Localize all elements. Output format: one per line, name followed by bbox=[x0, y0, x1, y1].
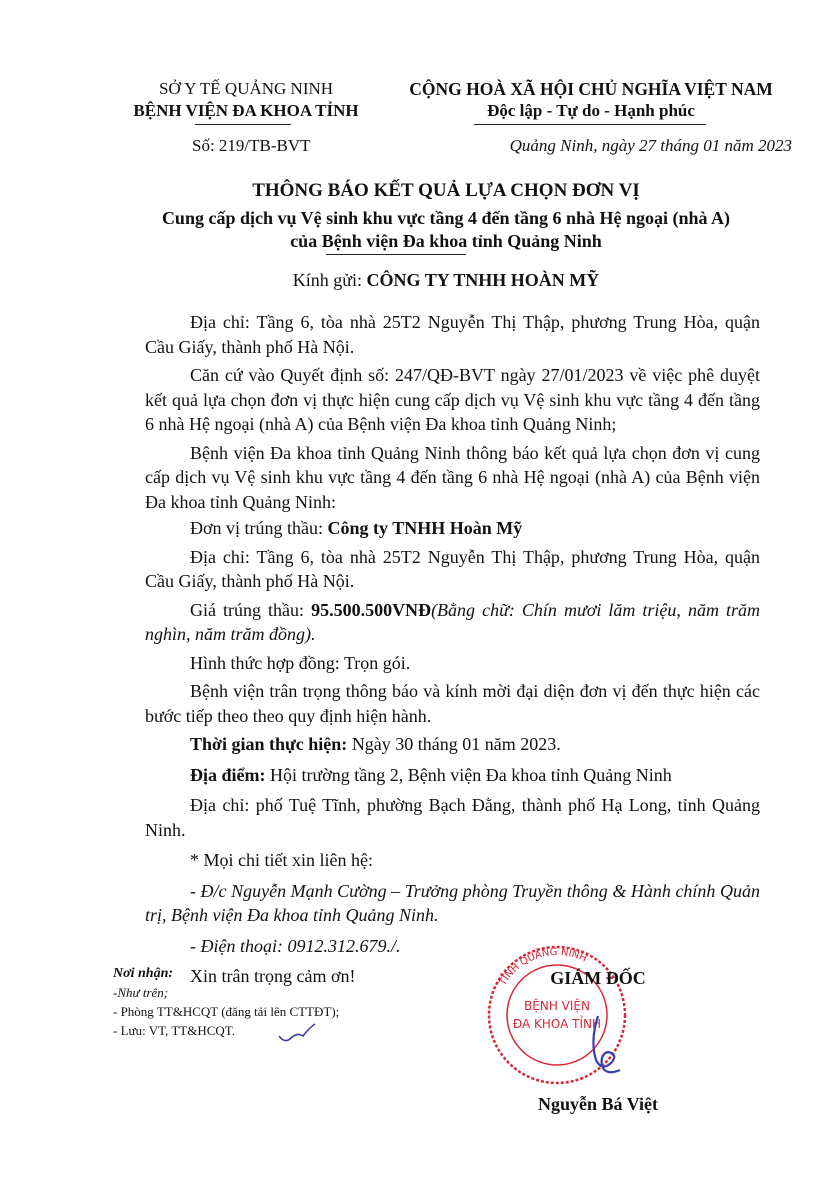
recipient-item: - Phòng TT&HCQT (đăng tải lên CTTĐT); bbox=[113, 1004, 340, 1019]
recipients-block bbox=[113, 964, 433, 1040]
national-header bbox=[390, 78, 792, 122]
time-line bbox=[145, 732, 760, 757]
price-words: (Bằng chữ: Chín mươi lăm triệu, năm trăm nghìn, năm trăm đồng). bbox=[145, 599, 760, 644]
initials-mark bbox=[277, 1022, 317, 1047]
winner-line bbox=[145, 516, 760, 541]
winner-address: Địa chỉ: Tầng 6, tòa nhà 25T2 Nguyễn Thị Thập, phương Trung Hòa, quận Cầu Giấy, thành phố Hà Nội. bbox=[145, 546, 760, 591]
stamp-line-1: BỆNH VIỆN bbox=[524, 999, 590, 1013]
salutation bbox=[100, 270, 792, 291]
issuer-block bbox=[100, 78, 392, 122]
price-line bbox=[145, 598, 760, 647]
handwritten-signature bbox=[560, 1010, 640, 1080]
place-value: Hội trường tầng 2, Bệnh viện Đa khoa tỉnh Quảng Ninh bbox=[270, 764, 672, 785]
national-motto: Độc lập - Tự do - Hạnh phúc bbox=[487, 101, 695, 120]
contact-phone: - Điện thoại: 0912.312.679./. bbox=[190, 935, 401, 956]
invitation: Bệnh viện trân trọng thông báo và kính mời đại diện đơn vị đến thực hiện các bước tiếp theo theo quy định hiện hành. bbox=[145, 681, 760, 726]
place-label: Địa điểm: bbox=[190, 764, 270, 785]
addressee-address: Địa chỉ: Tầng 6, tòa nhà 25T2 Nguyễn Thị Thập, phương Trung Hòa, quận Cầu Giấy, thành phố Hà Nội. bbox=[145, 312, 760, 357]
time-value: Ngày 30 tháng 01 năm 2023. bbox=[351, 734, 561, 754]
issuer-department: SỞ Y TẾ QUẢNG NINH bbox=[158, 79, 334, 98]
signer-name: Nguyễn Bá Việt bbox=[537, 1094, 658, 1114]
country-name: CỘNG HOÀ XÃ HỘI CHỦ NGHĨA VIỆT NAM bbox=[409, 79, 773, 99]
contract-type: Hình thức hợp đồng: Trọn gói. bbox=[190, 652, 411, 673]
contact-person: - Đ/c Nguyễn Mạnh Cường – Trưởng phòng Truyền thông & Hành chính Quản trị, Bệnh viện Đa khoa tỉnh Quảng Ninh. bbox=[145, 880, 760, 925]
document-title: THÔNG BÁO KẾT QUẢ LỰA CHỌN ĐƠN VỊ bbox=[252, 180, 640, 201]
recipients-heading: Nơi nhận: bbox=[113, 966, 174, 981]
signer-title: GIÁM ĐỐC bbox=[550, 968, 646, 988]
price-label: Giá trúng thầu: bbox=[190, 599, 312, 620]
issuer-hospital: BỆNH VIỆN ĐA KHOA TỈNH bbox=[133, 101, 359, 120]
document-number: Số: 219/TB-BVT bbox=[192, 136, 311, 155]
salutation-prefix: Kính gửi: bbox=[292, 270, 367, 290]
issuer-underline bbox=[195, 124, 291, 125]
subtitle-underline bbox=[326, 254, 466, 255]
issue-date: Quảng Ninh, ngày 27 tháng 01 năm 2023 bbox=[509, 136, 792, 155]
motto-underline bbox=[474, 124, 706, 125]
addressee-company: CÔNG TY TNHH HOÀN MỸ bbox=[366, 270, 600, 290]
contact-heading: * Mọi chi tiết xin liên hệ: bbox=[190, 850, 373, 870]
stamp-ring-text: TỈNH QUẢNG NINH bbox=[497, 946, 589, 988]
venue-address: Địa chỉ: phố Tuệ Tĩnh, phường Bạch Đằng, thành phố Hạ Long, tỉnh Quảng Ninh. bbox=[145, 795, 760, 840]
price-value: 95.500.500VNĐ bbox=[311, 599, 432, 620]
stamp-line-2: ĐA KHOA TỈNH bbox=[512, 1017, 602, 1031]
document-subtitle: Cung cấp dịch vụ Vệ sinh khu vực tầng 4 đến tầng 6 nhà Hệ ngoại (nhà A) của Bệnh viện Đa khoa tỉnh Quảng Ninh bbox=[161, 208, 731, 251]
document-body bbox=[145, 310, 760, 993]
closing-thanks: Xin trân trọng cảm ơn! bbox=[190, 966, 356, 986]
recipient-item: - Lưu: VT, TT&HCQT. bbox=[113, 1023, 235, 1038]
place-line bbox=[145, 763, 760, 788]
recipient-item: -Như trên; bbox=[113, 985, 169, 1000]
winner-label: Đơn vị trúng thầu: bbox=[190, 518, 328, 538]
time-label: Thời gian thực hiện: bbox=[190, 734, 352, 754]
winner-name: Công ty TNHH Hoàn Mỹ bbox=[327, 518, 523, 538]
announcement: Bệnh viện Đa khoa tỉnh Quảng Ninh thông báo kết quả lựa chọn đơn vị cung cấp dịch vụ Vệ sinh khu vực tầng 4 đến tầng 6 nhà Hệ ngoại (nhà A) của Bệnh viện Đa khoa tỉnh Quảng Ninh: bbox=[145, 442, 760, 512]
legal-basis: Căn cứ vào Quyết định số: 247/QĐ-BVT ngày 27/01/2023 về việc phê duyệt kết quả lựa chọn đơn vị thực hiện cung cấp dịch vụ Vệ sinh khu vực tầng 4 đến tầng 6 nhà Hệ ngoại (nhà A) của Bệnh viện Đa khoa tỉnh Quảng Ninh; bbox=[145, 365, 760, 434]
